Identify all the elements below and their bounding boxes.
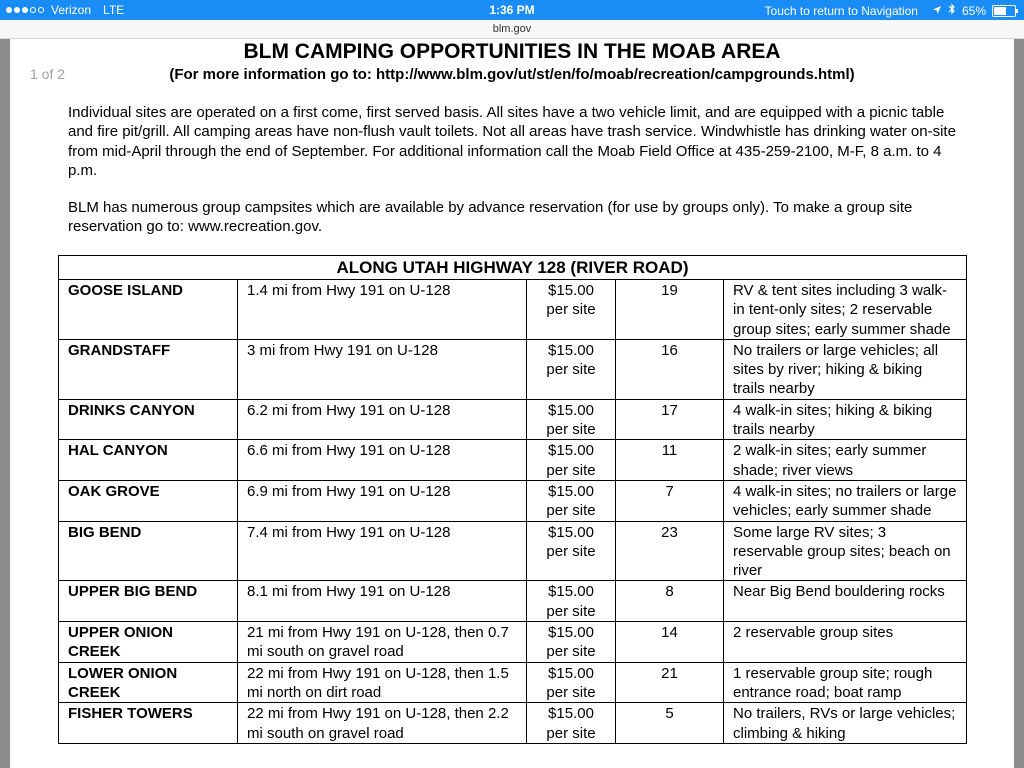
- campground-site-count: 7: [616, 480, 724, 521]
- campground-fee: $15.00 per site: [527, 622, 616, 663]
- table-row: [59, 622, 967, 663]
- campground-location: 7.4 mi from Hwy 191 on U-128: [238, 521, 527, 581]
- left-margin-strip: [0, 39, 10, 768]
- campground-name: UPPER BIG BEND: [59, 581, 238, 622]
- battery-percent: 65%: [961, 3, 986, 18]
- campground-name: UPPER ONION CREEK: [59, 622, 238, 663]
- campground-notes: 4 walk-in sites; no trailers or large vehicles; early summer shade: [724, 480, 967, 521]
- campground-notes: 2 reservable group sites: [724, 622, 967, 663]
- intro-paragraph: Individual sites are operated on a first come, first served basis. All sites have a two vehicle limit, and are equipped with a picnic table and fire pit/grill. All camping areas have non-flush vault toilets. Not all areas have trash service. Windwhistle has drinking water on-site from mid-April through the end of September. For additional information call the Moab Field Office at 435-259-2100, M-F, 8 a.m. to 4 p.m.: [68, 104, 956, 180]
- network-type: LTE: [103, 3, 125, 17]
- carrier-name: Verizon: [51, 3, 92, 17]
- campground-name: OAK GROVE: [59, 480, 238, 521]
- table-section-heading: ALONG UTAH HIGHWAY 128 (RIVER ROAD): [59, 256, 967, 280]
- campground-notes: No trailers, RVs or large vehicles; climbing & hiking: [724, 703, 967, 744]
- campground-fee: $15.00 per site: [527, 339, 616, 399]
- table-row: [59, 440, 967, 481]
- clock: 1:36 PM: [489, 3, 535, 17]
- campground-fee: $15.00 per site: [527, 280, 616, 340]
- location-arrow-icon: [932, 4, 942, 18]
- campground-notes: 2 walk-in sites; early summer shade; river views: [724, 440, 967, 481]
- campground-fee: $15.00 per site: [527, 703, 616, 744]
- group-site-paragraph: BLM has numerous group campsites which are available by advance reservation (for use by groups only). To make a group site reservation go to: www.recreation.gov.: [68, 199, 913, 236]
- campground-site-count: 5: [616, 703, 724, 744]
- url-bar[interactable]: [0, 20, 1024, 39]
- campground-name: GRANDSTAFF: [59, 339, 238, 399]
- campground-location: 8.1 mi from Hwy 191 on U-128: [238, 581, 527, 622]
- campground-site-count: 23: [616, 521, 724, 581]
- campground-notes: 4 walk-in sites; hiking & biking trails nearby: [724, 399, 967, 440]
- document-subtitle: (For more information go to: http://www.blm.gov/ut/st/en/fo/moab/recreation/campgrounds.html): [169, 66, 855, 83]
- table-row: [59, 280, 967, 340]
- campground-location: 21 mi from Hwy 191 on U-128, then 0.7 mi south on gravel road: [238, 622, 527, 663]
- table-row: [59, 339, 967, 399]
- campground-notes: Some large RV sites; 3 reservable group sites; beach on river: [724, 521, 967, 581]
- page-indicator: 1 of 2: [30, 66, 66, 82]
- return-to-navigation-link[interactable]: Touch to return to Navigation: [764, 3, 918, 18]
- campground-name: BIG BEND: [59, 521, 238, 581]
- status-right: [765, 3, 1016, 18]
- table-row: [59, 581, 967, 622]
- right-margin-strip: [1014, 39, 1024, 768]
- status-bar: [0, 0, 1024, 20]
- bluetooth-icon: [948, 3, 956, 18]
- campground-name: HAL CANYON: [59, 440, 238, 481]
- campground-fee: $15.00 per site: [527, 662, 616, 703]
- campground-fee: $15.00 per site: [527, 399, 616, 440]
- campground-fee: $15.00 per site: [527, 480, 616, 521]
- campground-notes: 1 reservable group site; rough entrance road; boat ramp: [724, 662, 967, 703]
- campground-location: 1.4 mi from Hwy 191 on U-128: [238, 280, 527, 340]
- campground-name: DRINKS CANYON: [59, 399, 238, 440]
- campground-table: [58, 255, 967, 744]
- campground-location: 22 mi from Hwy 191 on U-128, then 1.5 mi north on dirt road: [238, 662, 527, 703]
- campground-site-count: 11: [616, 440, 724, 481]
- campground-fee: $15.00 per site: [527, 440, 616, 481]
- campground-site-count: 16: [616, 339, 724, 399]
- campground-notes: RV & tent sites including 3 walk-in tent-only sites; 2 reservable group sites; early summer shade: [724, 280, 967, 340]
- campground-location: 6.2 mi from Hwy 191 on U-128: [238, 399, 527, 440]
- campground-fee: $15.00 per site: [527, 521, 616, 581]
- campground-location: 6.6 mi from Hwy 191 on U-128: [238, 440, 527, 481]
- table-row: [59, 480, 967, 521]
- table-row: [59, 521, 967, 581]
- table-row: [59, 662, 967, 703]
- document-title: BLM CAMPING OPPORTUNITIES IN THE MOAB AREA: [243, 40, 781, 63]
- campground-name: LOWER ONION CREEK: [59, 662, 238, 703]
- campground-site-count: 19: [616, 280, 724, 340]
- campground-name: GOOSE ISLAND: [59, 280, 238, 340]
- pdf-page: [10, 39, 1014, 768]
- campground-site-count: 21: [616, 662, 724, 703]
- table-row: [59, 399, 967, 440]
- campground-name: FISHER TOWERS: [59, 703, 238, 744]
- campground-location: 22 mi from Hwy 191 on U-128, then 2.2 mi south on gravel road: [238, 703, 527, 744]
- campground-notes: No trailers or large vehicles; all sites by river; hiking & biking trails nearby: [724, 339, 967, 399]
- table-row: [59, 703, 967, 744]
- campground-location: 3 mi from Hwy 191 on U-128: [238, 339, 527, 399]
- campground-site-count: 8: [616, 581, 724, 622]
- campground-notes: Near Big Bend bouldering rocks: [724, 581, 967, 622]
- campground-location: 6.9 mi from Hwy 191 on U-128: [238, 480, 527, 521]
- battery-icon: [992, 5, 1016, 17]
- campground-fee: $15.00 per site: [527, 581, 616, 622]
- campground-site-count: 14: [616, 622, 724, 663]
- url-text: blm.gov: [492, 23, 532, 35]
- campground-site-count: 17: [616, 399, 724, 440]
